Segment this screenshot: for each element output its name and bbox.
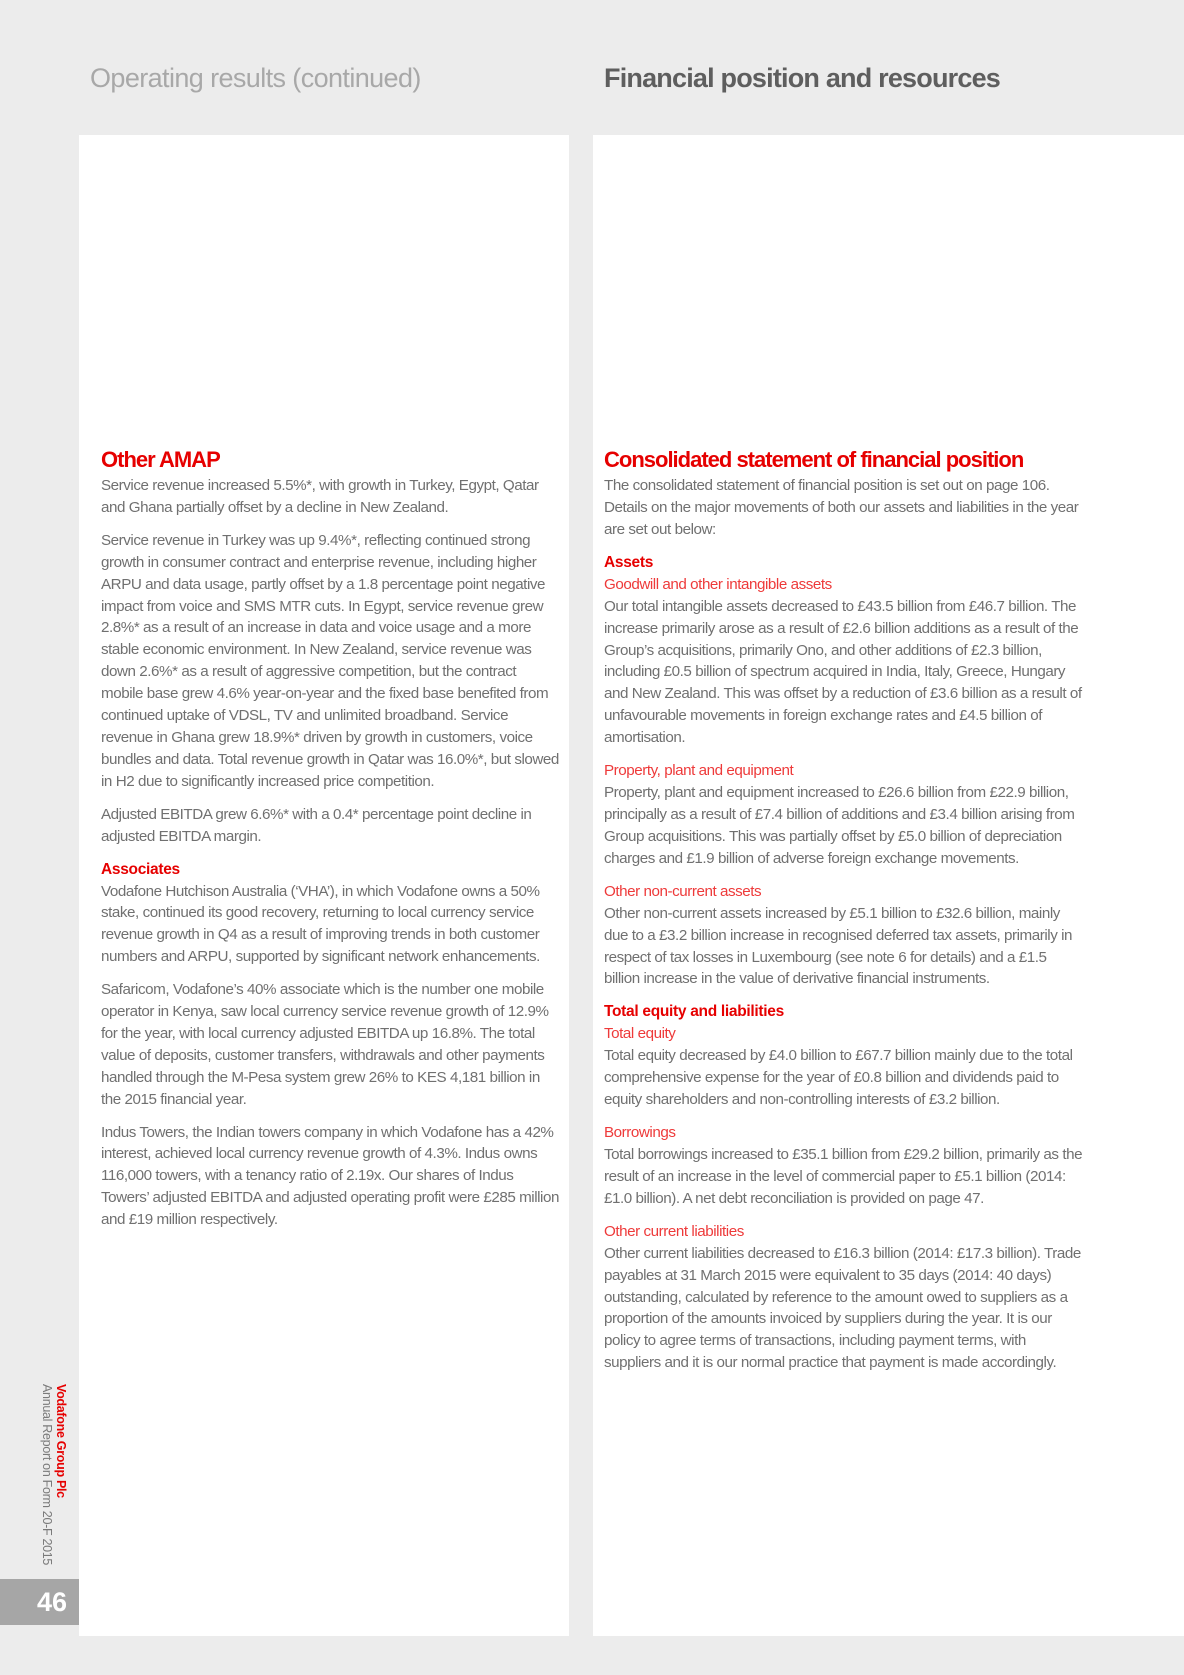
total-equity-text: Total equity decreased by £4.0 billion to £67.7 billion mainly due to the total comprehensive expense for the year of £0.8 billion and dividends paid to equity shareholders and non-controlling interests of £3.2 billion. [604,1047,1073,1109]
footer-sidebar [40,1384,68,1566]
goodwill-subheading: Goodwill and other intangible assets [604,575,832,593]
associates-section [101,859,561,1232]
footer-company-name: Vodafone Group Plc [54,1384,68,1498]
associates-paragraph: Indus Towers, the Indian towers company in which Vodafone has a 42% interest, achieved local currency revenue growth of 4.3%. Indus owns 116,000 towers, with a tenancy ratio of 2.19x. Our shares of Indus Towers’ adjusted EBITDA and adjusted operating profit were £285 million and £19 million respectively. [101,1123,559,1229]
other-current-liabilities-subheading: Other current liabilities [604,1222,744,1240]
other-amap-heading: Other AMAP [101,447,220,472]
ppe-subheading: Property, plant and equipment [604,762,794,780]
total-equity-subheading: Total equity [604,1025,676,1043]
page-number: 46 [0,1579,79,1625]
other-current-liabilities-text: Other current liabilities decreased to £16.3 billion (2014: £17.3 billion). Trade payables at 31 March 2015 were equivalent to 35 days (2014: 40 days) outstanding, calculated by reference to the amount owed to suppliers as a proportion of the amounts invoiced by suppliers during the year. It is our policy to agree terms of transactions, including payment terms, with suppliers and it is our normal practice that payment is made accordingly. [604,1244,1081,1372]
associates-paragraph: Safaricom, Vodafone’s 40% associate which is the number one mobile operator in Kenya, saw local currency service revenue growth of 12.9% for the year, with local currency adjusted EBITDA up 16.8%. The total value of deposits, customer transfers, withdrawals and other payments handled through the M-Pesa system grew 26% to KES 4,181 billion in the 2015 financial year. [101,981,549,1108]
associates-paragraph: Vodafone Hutchison Australia (‘VHA’), in which Vodafone owns a 50% stake, continued its good recovery, returning to local currency service revenue growth in Q4 as a result of improving trends in both customer numbers and ARPU, supported by significant network enhancements. [101,882,540,966]
associates-heading: Associates [101,860,180,878]
footer-report-title: Annual Report on Form 20-F 2015 [40,1384,54,1566]
other-non-current-assets-subheading: Other non-current assets [604,882,762,900]
other-amap-paragraph: Service revenue in Turkey was up 9.4%*, reflecting continued strong growth in consumer contract and enterprise revenue, including higher ARPU and data usage, partly offset by a 1.8 percentage point negative impact from voice and SMS MTR cuts. In Egypt, service revenue grew 2.8%* as a result of an increase in data and voice usage and a more stable economic environment. In New Zealand, service revenue was down 2.6%* as a result of aggressive competition, but the contract mobile base grew 4.6% year-on-year and the fixed base benefited from continued uptake of VDSL, TV and unlimited broadband. Service revenue in Ghana grew 18.9%* driven by growth in customers, voice bundles and data. Total revenue growth in Qatar was 16.0%*, but slowed in H2 due to significantly increased price competition. [101,531,559,790]
equity-liabilities-heading: Total equity and liabilities [604,1003,784,1021]
equity-liabilities-section [604,1001,1084,1374]
assets-section [604,552,1084,991]
borrowings-subheading: Borrowings [604,1124,676,1142]
header-right-title: Financial position and resources [604,63,1000,93]
assets-heading: Assets [604,553,654,571]
other-amap-paragraph: Adjusted EBITDA grew 6.6%* with a 0.4* percentage point decline in adjusted EBITDA margin. [101,805,532,845]
other-amap-paragraph: Service revenue increased 5.5%*, with growth in Turkey, Egypt, Qatar and Ghana partially offset by a decline in New Zealand. [101,477,539,516]
left-column-content [101,445,561,1242]
financial-position-intro: The consolidated statement of financial position is set out on page 106. Details on the major movements of both our assets and liabilities in the year are set out below: [604,477,1079,538]
other-amap-section [101,445,561,848]
ppe-text: Property, plant and equipment increased to £26.6 billion from £22.9 billion, principally as a result of £7.4 billion of additions and £3.4 billion arising from Group acquisitions. This was partially offset by £5.0 billion of depreciation charges and £1.9 billion of adverse foreign exchange movements. [604,784,1075,867]
header-left-title: Operating results (continued) [90,63,421,93]
other-non-current-assets-text: Other non-current assets increased by £5.1 billion to £32.6 billion, mainly due to a £3.2 billion increase in recognised deferred tax assets, primarily in respect of tax losses in Luxembourg (see note 6 for details) and a £1.5 billion increase in the value of derivative financial instruments. [604,904,1073,988]
borrowings-text: Total borrowings increased to £35.1 billion from £29.2 billion, primarily as the result of an increase in the level of commercial paper to £5.1 billion (2014: £1.0 billion). A net debt reconciliation is provided on page 47. [604,1146,1083,1207]
right-column-content [604,445,1084,1385]
financial-position-heading: Consolidated statement of financial position [604,447,1024,472]
goodwill-text: Our total intangible assets decreased to £43.5 billion from £46.7 billion. The increase primarily arose as a result of £2.6 billion additions as a result of the Group’s acquisitions, primarily Ono, and other additions of £2.3 billion, including £0.5 billion of spectrum acquired in India, Italy, Greece, Hungary and New Zealand. This was offset by a reduction of £3.6 billion as a result of unfavourable movements in foreign exchange rates and £4.5 billion of amortisation. [604,597,1082,747]
